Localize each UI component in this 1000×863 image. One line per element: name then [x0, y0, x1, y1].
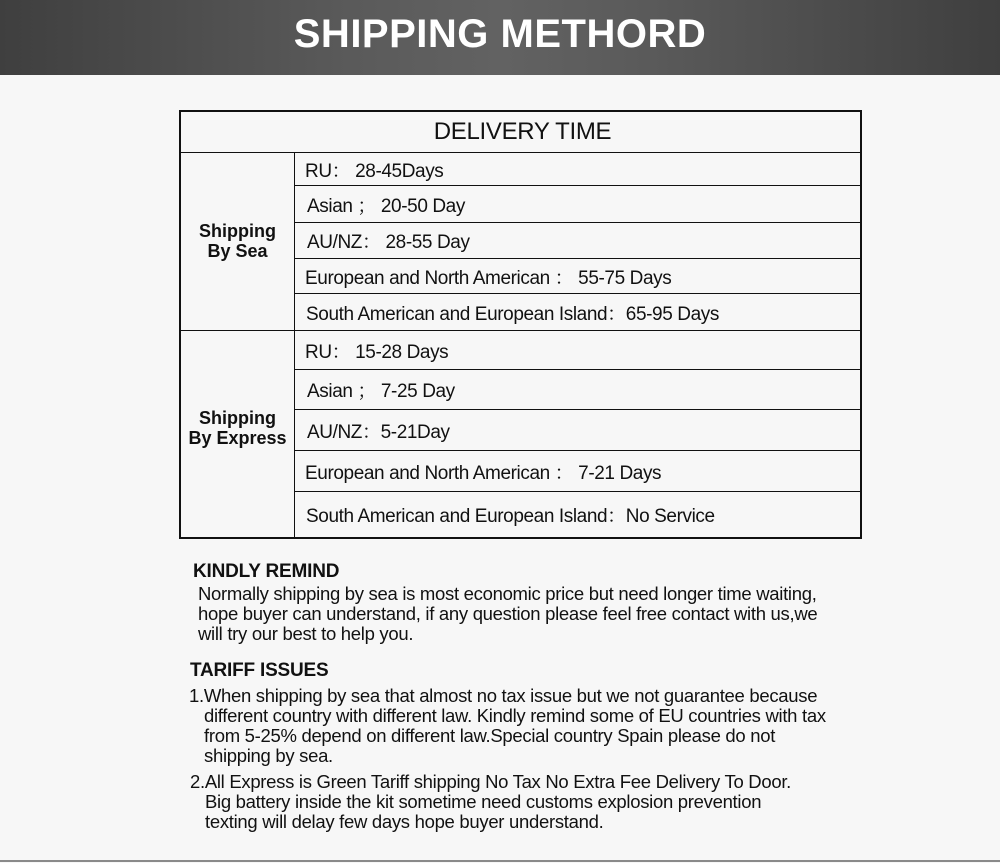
row-text: RU： 15-28 Days: [305, 341, 449, 363]
row-text: European and North American ： 55-75 Days: [305, 267, 672, 289]
table-row: [295, 294, 860, 331]
table-row: [295, 410, 860, 451]
table-row: [295, 492, 860, 537]
tariff-item-1: [189, 686, 826, 766]
tariff-line: 2.All Express is Green Tariff shipping No Tax No Extra Fee Delivery To Door.: [190, 771, 791, 792]
table-row: [295, 153, 860, 186]
kindly-remind-line: hope buyer can understand, if any question please feel free contact with us,we: [198, 603, 818, 624]
tariff-line: Big battery inside the kit sometime need customs explosion prevention: [205, 791, 762, 812]
express-label-line1: Shipping: [199, 408, 276, 428]
sea-rows: [295, 153, 860, 330]
table-row: [295, 223, 860, 259]
tariff-line: from 5-25% depend on different law.Special country Spain please do not: [204, 725, 776, 746]
bottom-divider: [0, 860, 1000, 862]
row-text: Asian ； 20-50 Day: [307, 195, 465, 217]
table-row: [295, 370, 860, 410]
header-banner: [0, 0, 1000, 75]
table-row: [295, 259, 860, 294]
delivery-time-table: [179, 110, 862, 539]
row-text: South American and European Island：65-95 Days: [306, 304, 719, 325]
tariff-line: shipping by sea.: [204, 745, 333, 766]
row-text: Asian ； 7-25 Day: [307, 381, 455, 402]
row-text: European and North American ： 7-21 Days: [305, 462, 662, 484]
tariff-line: 1.When shipping by sea that almost no tax issue but we not guarantee because: [189, 685, 818, 706]
table-row: [295, 186, 860, 223]
kindly-remind-line: Normally shipping by sea is most economic price but need longer time waiting,: [198, 583, 817, 604]
tariff-item-2: [190, 772, 791, 832]
row-text: RU： 28-45Days: [305, 160, 444, 182]
table-row: [295, 331, 860, 370]
express-rows: [295, 331, 860, 537]
table-row: [295, 451, 860, 492]
page-title: SHIPPING METHORD: [293, 12, 707, 56]
sea-shipping-group: [181, 153, 860, 331]
sea-label-line2: By Sea: [207, 240, 268, 261]
table-title: DELIVERY TIME: [181, 112, 860, 153]
kindly-remind-text: [198, 584, 817, 644]
kindly-remind-line: will try our best to help you.: [198, 623, 414, 644]
row-text: South American and European Island：No Service: [306, 506, 715, 527]
row-text: AU/NZ： 28-55 Day: [307, 232, 470, 253]
kindly-remind-heading: KINDLY REMIND: [193, 561, 340, 582]
sea-label-line1: Shipping: [199, 220, 276, 241]
sea-shipping-label: [181, 153, 295, 330]
express-shipping-label: [181, 331, 295, 537]
express-label-line2: By Express: [188, 428, 287, 448]
tariff-line: different country with different law. Kindly remind some of EU countries with tax: [204, 705, 826, 726]
tariff-line: texting will delay few days hope buyer understand.: [205, 811, 604, 832]
express-shipping-group: [181, 331, 860, 537]
row-text: AU/NZ：5-21Day: [307, 421, 450, 443]
tariff-issues-heading: TARIFF ISSUES: [190, 660, 329, 681]
